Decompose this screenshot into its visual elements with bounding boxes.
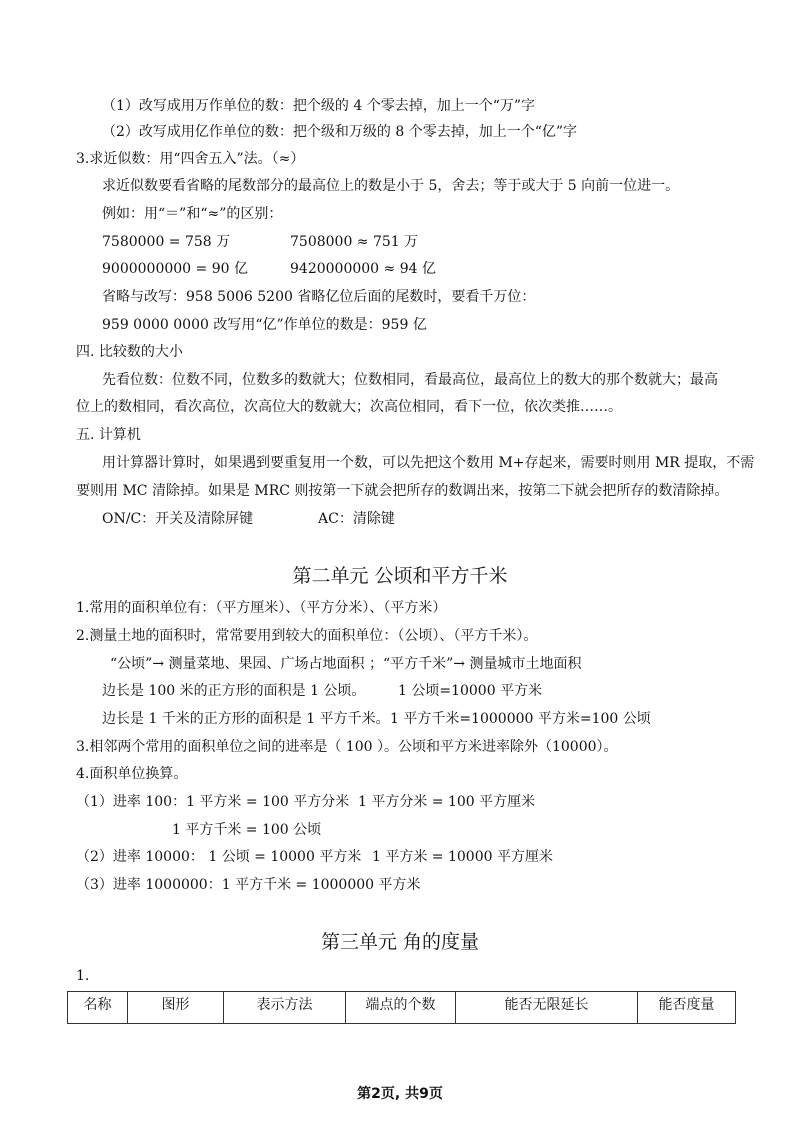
example-left: 9000000000 = 90 亿 [102, 261, 248, 277]
text-line: 先看位数：位数不同，位数多的数就大；位数相同，看最高位，最高位上的数大的那个数就大；最高 [102, 372, 718, 388]
text-line: 位上的数相同，看次高位，次高位大的数就大；次高位相同，看下一位，依次类推……。 [76, 399, 622, 415]
text-line: 4.面积单位换算。 [76, 766, 188, 782]
text-line: 1.常用的面积单位有：（平方厘米）、（平方分米）、（平方米） [76, 600, 447, 616]
unit-title: 第二单元 公顷和平方千米 [292, 565, 508, 587]
section-heading: 四. 比较数的大小 [76, 344, 183, 360]
text-line: （2）进率 10000： 1 公顷 = 10000 平方米 [76, 849, 362, 865]
text-line: 3.相邻两个常用的面积单位之间的进率是（ 100 ）。公顷和平方米进率除外（10000）。 [76, 739, 618, 755]
text-line: 用计算器计算时，如果遇到要重复用一个数，可以先把这个数用 M+存起来，需要时则用 MR 提取，不需 [102, 455, 755, 471]
example-left: 7580000 = 758 万 [102, 234, 231, 250]
table-header-cell: 能否无限延长 [456, 992, 638, 1024]
text-line: （1）进率 100：1 平方米 = 100 平方分米 [76, 794, 350, 810]
text-line: 1 平方千米 = 100 公顷 [172, 822, 322, 838]
page-number: 第2页, 共9页 [357, 1086, 443, 1102]
example-right: 7508000 ≈ 751 万 [290, 234, 419, 250]
text-line: 例如：用“＝”和“≈”的区别： [102, 206, 283, 222]
text-line: 2.测量土地的面积时，常常要用到较大的面积单位：（公顷）、（平方千米）。 [76, 628, 538, 644]
table-header-cell: 名称 [68, 992, 128, 1024]
table-header-cell: 端点的个数 [346, 992, 456, 1024]
text-line: 1 平方米 = 10000 平方厘米 [372, 849, 553, 865]
text-line: 边长是 1 千米的正方形的面积是 1 平方千米。 [102, 711, 390, 727]
text-line: 1 平方千米=1000000 平方米=100 公顷 [390, 711, 651, 727]
key-desc: ON/C：开关及清除屏键 [102, 511, 254, 527]
text-line: 959 0000 0000 改写用“亿”作单位的数是：959 亿 [102, 317, 427, 333]
angle-table [67, 991, 736, 1024]
text-line: （2）改写成用亿作单位的数：把个级和万级的 8 个零去掉，加上一个“亿”字 [102, 124, 578, 140]
section-heading: 五. 计算机 [76, 427, 141, 443]
example-right: 9420000000 ≈ 94 亿 [290, 261, 436, 277]
text-line: 求近似数要看省略的尾数部分的最高位上的数是小于 5，舍去；等于或大于 5 向前一位进一。 [102, 178, 680, 194]
text-line: “公顷”→ 测量菜地、果园、广场占地面积 ；“平方千米”→ 测量城市土地面积 [110, 656, 582, 672]
key-desc: AC：清除键 [318, 511, 395, 527]
unit-title: 第三单元 角的度量 [320, 931, 480, 953]
text-line: 省略与改写：958 5006 5200 省略亿位后面的尾数时，要看千万位： [102, 289, 536, 305]
table-header-cell: 图形 [128, 992, 224, 1024]
text-line: （1）改写成用万作单位的数：把个级的 4 个零去掉，加上一个“万”字 [102, 98, 536, 114]
text-line: 边长是 100 米的正方形的面积是 1 公顷。 [102, 683, 366, 699]
table-header-cell: 表示方法 [224, 992, 346, 1024]
text-line: 1 公顷=10000 平方米 [398, 683, 543, 699]
text-line: （3）进率 1000000：1 平方千米 = 1000000 平方米 [76, 877, 421, 893]
text-line: 要则用 MC 清除掉。如果是 MRC 则按第一下就会把所存的数调出来，按第二下就会把所存的数清除掉。 [76, 483, 729, 499]
table-header-cell: 能否度量 [638, 992, 736, 1024]
section-heading: 3.求近似数：用“四舍五入”法。（≈） [76, 151, 305, 167]
table-header-row [68, 992, 736, 1024]
item-number: 1. [76, 968, 90, 984]
text-line: 1 平方分米 = 100 平方厘米 [358, 794, 536, 810]
